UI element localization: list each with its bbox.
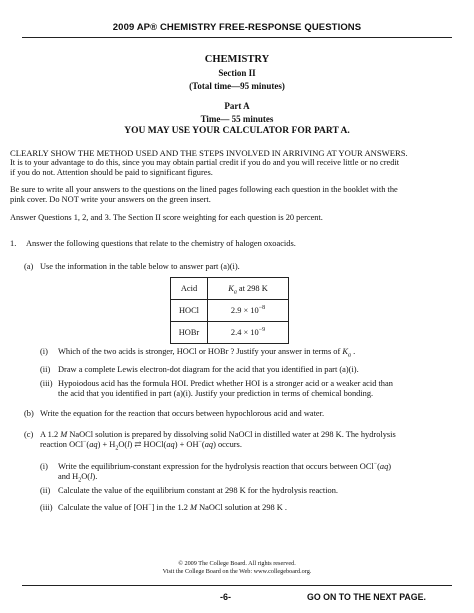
subpart-label: (i) [40,462,48,471]
page-number: -6- [220,592,231,602]
section-title: Section II [218,68,256,78]
instruction-line: pink cover. Do NOT write your answers on the green insert. [10,195,211,205]
question-1 [10,239,296,249]
question-text: Answer the following questions that relate to the chemistry of halogen oxoacids. [26,239,296,248]
subpart-text: Hypoiodous acid has the formula HOI. Predict whether HOI is a stronger acid or a weaker acid than [58,379,393,388]
subpart-text: Calculate the value of [OH [58,503,149,512]
footer-rule [22,585,452,586]
question-1c [24,430,396,450]
ka-symbol: K [342,347,348,356]
subpart-label: (ii) [40,365,51,374]
ka-mantissa: 2.4 × 10 [230,328,259,337]
subpart-label: (i) [40,347,48,356]
part-label: (c) [24,430,34,439]
question-1b [24,409,324,419]
ka-mantissa: 2.9 × 10 [230,306,259,315]
question-1a [24,262,240,272]
subpart-label: (ii) [40,486,51,495]
question-1a-i [40,347,355,357]
table-header-ka [208,278,289,300]
hydrolysis-equation: reaction $OCl^-(aq) + H_2O(l)$ ⇄ HOCl(aq) + OH−(aq) occurs. [40,439,242,452]
subject-title: CHEMISTRY [204,54,270,65]
ka-exponent: −9 [258,327,266,334]
part-text: Write the equation for the reaction that occurs between hypochlorous acid and water. [40,409,325,418]
part-label: (a) [24,262,34,271]
table-header-acid: Acid [171,278,208,300]
instructions-paragraph-3 [10,213,462,223]
table-cell-acid: HOBr [171,322,208,344]
subpart-text: the acid that you identified in part (a)(i). Justify your prediction in terms of chemical bonding. [58,389,374,399]
instruction-line: if you do not. Attention should be paid to significant figures. [10,168,213,178]
instruction-line: Answer Questions 1, 2, and 3. The Section II score weighting for each question is 20 percent. [10,213,323,222]
page-header-title: 2009 AP® CHEMISTRY FREE-RESPONSE QUESTIONS [112,22,362,33]
table-cell-ka [208,300,289,322]
part-time: Time— 55 minutes [200,114,274,124]
question-1a-iii [40,379,393,399]
table-row [171,300,289,322]
subpart-text: and $H_2O(l)$. [58,472,98,484]
subpart-text: Write the equilibrium-constant expression for the hydrolysis reaction that occurs between OCl [58,462,374,471]
part-text: NaOCl solution is prepared by dissolving solid NaOCl in distilled water at 298 K. The hydrolysis [67,430,396,439]
question-1c-i: (i) Write the equilibrium-constant expression for the hydrolysis reaction that occurs between OCl−(aq) and $H_2O(l)$. [40,461,392,484]
part-text: Use the information in the table below to answer part (a)(i). [40,262,240,271]
question-1c-ii [40,486,338,496]
total-time: (Total time—95 minutes) [189,81,285,91]
subpart-text: Calculate the value of the equilibrium constant at 298 K for the hydrolysis reaction. [58,486,339,495]
part-text: A 1.2 [40,430,61,439]
molarity-symbol: M [60,430,68,439]
subpart-text: Which of the two acids is stronger, HOCl or HOBr ? Justify your answer in terms of [58,347,343,356]
calculator-notice: YOU MAY USE YOUR CALCULATOR FOR PART A. [124,126,350,136]
subpart-label: (iii) [40,503,53,512]
instruction-line: It is to your advantage to do this, since you may obtain partial credit if you do and you will receive little or no credit [10,158,400,168]
table-cell-acid: HOCl [171,300,208,322]
ka-subscript: a [233,289,237,296]
ka-table [170,277,289,344]
instructions-paragraph-2 [10,185,462,205]
equilibrium-arrow-icon: ⇄ [134,440,142,450]
ka-subscript: a [347,352,351,359]
table-row [171,322,289,344]
question-number: 1. [10,239,17,248]
instructions-paragraph-1 [10,148,462,179]
table-cell-ka [208,322,289,344]
instruction-line: Be sure to write all your answers to the questions on the lined pages following each question in the booklet with the [10,185,398,194]
ka-symbol: K [228,284,234,293]
question-1a-ii [40,365,359,375]
website-text: Visit the College Board on the Web: www.collegeboard.org. [162,568,312,575]
next-page-notice: GO ON TO THE NEXT PAGE. [307,592,426,602]
part-label: (b) [24,409,34,418]
copyright-text: © 2009 The College Board. All rights reserved. [178,560,296,567]
subpart-end: . [350,347,356,356]
ka-exponent: −8 [258,305,266,312]
instruction-line: CLEARLY SHOW THE METHOD USED AND THE STEPS INVOLVED IN ARRIVING AT YOUR ANSWERS. [10,148,408,158]
part-title: Part A [224,101,250,111]
table-header-row [171,278,289,300]
ka-header-rest: at 298 K [236,284,268,293]
header-rule [22,37,452,38]
subpart-label: (iii) [40,379,53,388]
footer-copyright [0,560,474,576]
subpart-text: Draw a complete Lewis electron-dot diagram for the acid that you identified in part (a)(i). [58,365,359,374]
molarity-symbol: M [190,503,197,512]
question-1c-iii: (iii) Calculate the value of [OH−] in the 1.2 M NaOCl solution at 298 K . [40,502,288,512]
